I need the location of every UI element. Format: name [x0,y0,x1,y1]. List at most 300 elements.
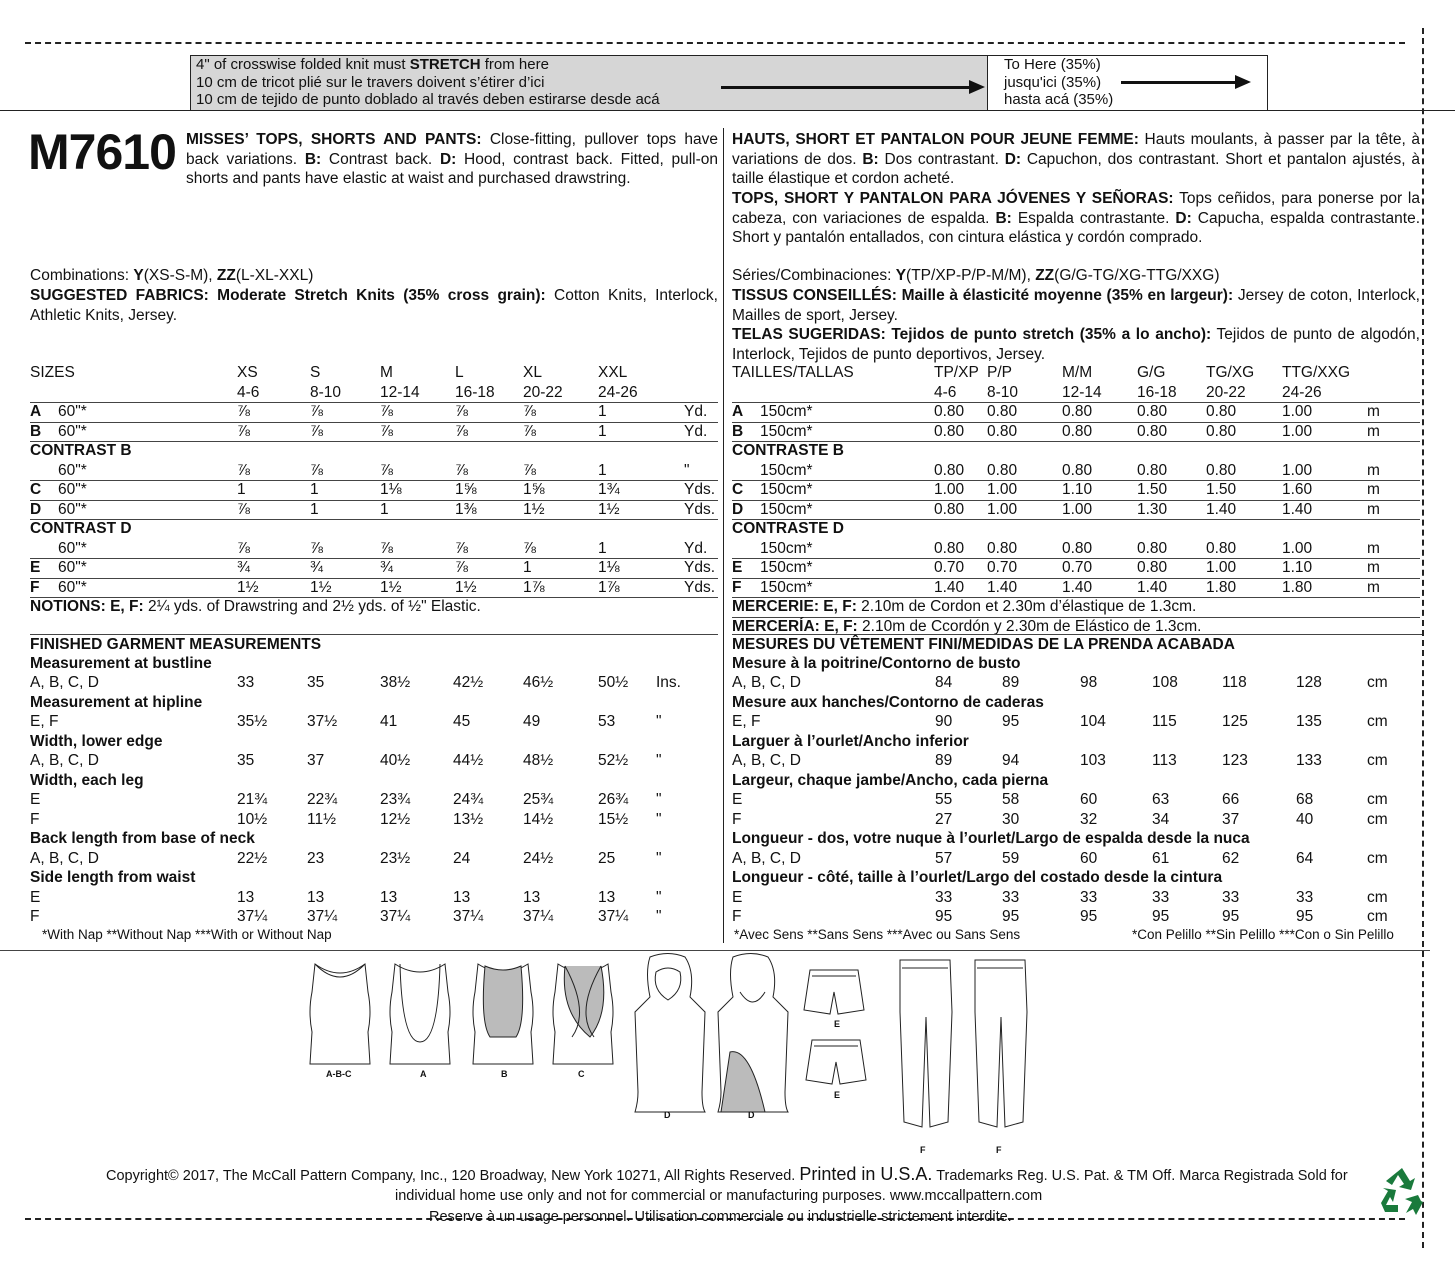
yardage-cell: 1.40 [1206,500,1237,518]
table_fr-row [732,422,1420,443]
notions-label: MERCERIE: E, F: [732,598,857,615]
size-column: M/M [1062,364,1093,381]
measurement-heading: Longueur - côté, taille à l’ourlet/Largo del costado desde la cintura [732,869,1223,886]
yardage-cell: 1⅞ [523,578,545,596]
yardage-cell: 1.00 [1062,500,1093,518]
measure_fr-row [732,888,1422,908]
unit: Yd. [684,539,708,557]
view-letter: C [30,481,42,498]
row-heading: CONTRASTE D [732,520,844,537]
yardage-cell: 1¾ [598,481,620,498]
size-column: 20-22 [523,383,563,401]
table_en-row [30,441,718,461]
hoodie-front-illustration [635,954,705,1113]
measurement-cell: 24½ [523,849,554,867]
caption-f-front: F [920,1145,926,1155]
nap-legend-es: *Con Pelillo **Sin Pelillo ***Con o Sin Pelillo [1132,926,1394,942]
table_fr-row [732,461,1420,482]
size-column: 4-6 [237,383,260,401]
size-column: M [380,364,393,381]
fabric-width: 150cm* [760,461,813,479]
yardage-cell: ⅞ [380,403,393,420]
notions-en [30,597,481,617]
measurement-cell: 58 [1002,791,1020,808]
yardage-cell: 1 [523,559,532,576]
table_en-row [30,578,718,599]
measurement-cell: 128 [1296,674,1322,691]
size-column: P/P [987,364,1012,381]
measurement-cell: 98 [1080,674,1098,691]
caption-b: B [501,1069,508,1079]
measurement-cell: 33 [1152,888,1170,906]
caption-e-front: E [834,1019,841,1029]
unit: cm [1367,752,1388,769]
yardage-cell: ⅞ [237,403,250,420]
yardage-cell: 1⅛ [380,481,402,498]
measurement-cell: 53 [598,713,616,730]
view-letter: C [732,481,744,498]
unit: m [1367,481,1380,498]
measurement-cell: 13 [523,888,541,906]
measure_en-row [30,712,718,732]
yardage-cell: ¾ [237,559,250,576]
yardage-cell: 0.70 [1062,559,1093,576]
row-heading: CONTRAST D [30,520,132,537]
measure_en-row [30,790,718,810]
description-en: MISSES’ TOPS, SHORTS AND PANTS: Close-fitting, pullover tops have back variations. B: Contrast back. D: Hood, contrast back. Fitted, pull-on shorts and pants have elastic at waist and purchased drawstring. [186,131,718,187]
yardage-cell: 1.40 [1282,500,1313,518]
size-column: TG/XG [1206,364,1255,381]
measurement-cell: 37¼ [598,908,629,925]
yardage-cell: 0.80 [934,422,965,440]
yardage-cell: 1.00 [1282,461,1313,479]
measurement-cell: 60 [1080,791,1098,808]
view-label: E, F [30,713,59,730]
measure_en-row [30,751,718,771]
yardage-cell: 0.80 [1062,461,1093,479]
notions-fr [732,597,1420,618]
view-letter: E [30,559,41,576]
yardage-cell: 1.40 [934,578,965,596]
table_en-row [30,500,718,521]
measurement-cell: 95 [1002,908,1020,925]
fabric-width: 150cm* [760,500,813,518]
yardage-cell: 0.80 [934,461,965,479]
view-label: F [732,810,742,828]
yardage-cell: 0.70 [934,559,965,576]
yardage-cell: 1 [598,539,607,557]
size-column: TP/XP [934,364,979,381]
notions-text: 2.10m de Ccordón y 2.30m de Elástico de 1.3cm. [857,617,1202,635]
stretch-line-es: 10 cm de tejido de punto doblado al través deben estirarse desde acá [196,91,660,108]
table_en-row [30,558,718,579]
view-label: E [30,791,41,808]
measurement-heading: Back length from base of neck [30,830,255,847]
measurement-cell: 35½ [237,713,268,730]
fabric-width: 60"* [58,481,87,498]
yardage-cell: 0.80 [1137,461,1168,479]
table_en-row [30,422,718,443]
view-letter: F [30,578,40,596]
unit: cm [1367,810,1388,828]
measurement-cell: 48½ [523,752,554,769]
shorts-front-illustration [804,970,864,1014]
view-label: E [30,888,41,906]
unit: " [684,461,690,479]
table_en-row [30,480,718,501]
measurement-cell: 41 [380,713,398,730]
measurement-cell: 49 [523,713,541,730]
table_fr-row [732,519,1420,539]
yardage-cell: 1⅝ [455,481,477,498]
measurement-cell: 113 [1152,752,1177,769]
measurement-cell: 52½ [598,752,629,769]
garment-illustrations [290,952,1050,1157]
measure_fr-row [732,771,1422,791]
yardage-cell: 1 [598,461,607,479]
measure_fr-row [732,693,1422,713]
fabric-width: 150cm* [760,422,813,440]
unit: Yds. [684,500,716,518]
unit: " [656,849,662,867]
size-column: 8-10 [987,383,1019,401]
yardage-cell: 1½ [598,500,620,518]
yardage-cell: 1.10 [1282,559,1313,576]
measurement-cell: 24¾ [453,791,484,808]
tank-front-illustration [310,964,370,1064]
view-label: A, B, C, D [30,849,99,867]
yardage-cell: 1½ [310,578,332,596]
measurement-cell: 89 [1002,674,1020,691]
usage-line-fr: Reserve à un usage personnel. Utilisation commerciale ou industrielle strictement interdite. [429,1209,1012,1225]
measurement-cell: 37½ [307,713,338,730]
measurement-cell: 14½ [523,810,554,828]
unit: " [656,908,662,925]
yardage-cell: ⅞ [455,403,468,420]
measure_en-row [30,654,718,674]
notions-label: NOTIONS: E, F: [30,598,144,615]
yardage-cell: 0.80 [1062,539,1093,557]
yardage-cell: 0.80 [934,539,965,557]
unit: cm [1367,908,1388,925]
yardage-cell: 1½ [380,578,402,596]
fabrics-es: TELAS SUGERIDAS: Tejidos de punto stretch (35% a lo ancho): Tejidos de punto de algodón, Interlock, Tejidos de punto deportivos, Jersey. [732,326,1420,363]
measurement-cell: 90 [935,713,953,730]
fabric-width: 60"* [58,559,87,576]
measurement-cell: 89 [935,752,953,769]
unit: Yds. [684,559,716,576]
yardage-cell: 0.80 [1137,539,1168,557]
notions-text: 2.10m de Cordon et 2.30m d’élastique de 1.3cm. [856,598,1197,615]
yardage-cell: 1.40 [987,578,1018,596]
rule-above-illustrations [0,950,1430,951]
yardage-cell: 1 [598,403,607,420]
measurement-heading: Largeur, chaque jambe/Ancho, cada pierna [732,771,1049,789]
fabric-width: 60"* [58,539,87,557]
stretch-gauge [190,55,1268,111]
measure_fr-row [732,868,1422,888]
measurement-cell: 33 [1002,888,1020,906]
yardage-cell: ⅞ [310,403,323,420]
pants-back-illustration [975,960,1027,1127]
pants-front-illustration [900,960,952,1127]
measurement-cell: 21¾ [237,791,268,808]
measurement-cell: 23 [307,849,325,867]
measurement-cell: 22¾ [307,791,338,808]
measurement-cell: 25 [598,849,616,867]
caption-c: C [578,1069,585,1079]
measurement-cell: 118 [1222,674,1247,691]
stretch-arrow-right [1121,81,1237,84]
measure_en-row [30,849,718,869]
measurement-cell: 27 [935,810,953,828]
yardage-cell: 1.60 [1282,481,1313,498]
yardage-cell: ⅞ [237,461,250,479]
unit: cm [1367,791,1388,808]
yardage-cell: 1.00 [1206,559,1237,576]
tank-back-a-illustration [390,964,450,1064]
size-column: G/G [1137,364,1166,381]
view-letter: A [732,403,744,420]
size-column: 4-6 [934,383,957,401]
measurement-cell: 32 [1080,810,1098,828]
yardage-cell: 1.00 [987,500,1018,518]
yardage-cell: 1.80 [1206,578,1237,596]
measurement-cell: 108 [1152,674,1178,691]
yardage-cell: 0.70 [987,559,1018,576]
nap-legend-en: *With Nap **Without Nap ***With or Without Nap [42,926,332,942]
fabric-width: 150cm* [760,403,813,420]
fabric-width: 60"* [58,422,87,440]
unit: " [656,713,662,730]
measure_fr-row [732,751,1422,771]
unit: Yd. [684,403,708,420]
to-here-fr: jusqu'ici (35%) [1004,73,1102,91]
yardage-cell: ⅞ [455,422,468,440]
measure_en-title: FINISHED GARMENT MEASUREMENTS [30,634,718,655]
view-letter: F [732,578,742,596]
unit: " [656,752,662,769]
measurement-cell: 37¼ [307,908,338,925]
view-label: A, B, C, D [732,849,801,867]
measurement-heading: Mesure à la poitrine/Contorno de busto [732,654,1021,672]
yardage-cell: 1 [237,481,246,498]
stretch-arrow-left [721,86,971,89]
unit: cm [1367,849,1388,867]
unit: m [1367,559,1380,576]
size-column: 24-26 [1282,383,1322,401]
measure_fr-row [732,829,1422,849]
size-column: L [455,364,464,381]
yardage-cell: ⅞ [523,403,536,420]
measurement-cell: 37¼ [453,908,484,925]
yardage-cell: ⅞ [310,422,323,440]
measurement-cell: 104 [1080,713,1106,730]
usage-line-en: individual home use only and not for commercial or manufacturing purposes. www.mccallpattern.com [395,1188,1043,1204]
measurement-cell: 63 [1152,791,1170,808]
size-column: 12-14 [380,383,420,401]
measurement-cell: 33 [237,674,255,691]
measure_fr-row [732,790,1422,810]
unit: m [1367,539,1380,557]
measurement-cell: 95 [1002,713,1020,730]
caption-f-back: F [996,1145,1002,1155]
measurement-cell: 133 [1296,752,1322,769]
unit: Yd. [684,422,708,440]
measurement-cell: 46½ [523,674,554,691]
measurement-cell: 37 [307,752,325,769]
measurement-cell: 95 [935,908,953,925]
measurement-cell: 42½ [453,674,484,691]
measurement-cell: 44½ [453,752,484,769]
rule-under-gauge [0,110,1455,111]
table_en-header2 [30,383,718,404]
yardage-cell: ⅞ [380,422,393,440]
measurement-cell: 13 [453,888,471,906]
measurement-cell: 115 [1152,713,1177,730]
measurement-cell: 55 [935,791,953,808]
view-label: A, B, C, D [732,752,801,769]
caption-abc: A-B-C [326,1069,352,1079]
yardage-cell: ⅞ [237,539,250,557]
size-column: S [310,364,321,381]
measurement-cell: 13 [380,888,398,906]
table_en-row [30,519,718,539]
view-label: F [732,908,742,925]
yardage-cell: ⅞ [310,539,323,557]
unit: Yds. [684,481,716,498]
yardage-cell: 1.40 [1137,578,1168,596]
measure_fr-row [732,673,1422,693]
measurement-cell: 34 [1152,810,1170,828]
copyright-line: Copyright© 2017, The McCall Pattern Company, Inc., 120 Broadway, New York 10271, All Rights Reserved. Printed in U.S.A. Trademarks Reg. U.S. Pat. & TM Off. Marca Registrada Sold for [106,1164,1348,1184]
measurement-heading: Side length from waist [30,869,196,886]
measurement-cell: 68 [1296,791,1314,808]
measurement-cell: 125 [1222,713,1248,730]
yardage-cell: 0.80 [987,539,1018,557]
yardage-cell: 0.80 [934,500,965,518]
measurement-cell: 40½ [380,752,411,769]
size-column: XL [523,364,542,381]
table_en-header1 [30,363,718,383]
yardage-cell: 1.00 [987,481,1018,498]
yardage-cell: ⅞ [523,539,536,557]
measurement-cell: 45 [453,713,471,730]
measurement-cell: 10½ [237,810,268,828]
table_fr-row [732,558,1420,579]
measurement-cell: 13 [598,888,616,906]
table_fr-row [732,441,1420,461]
yardage-cell: ⅞ [455,539,468,557]
row-heading: CONTRAST B [30,442,132,459]
measurement-cell: 33 [1296,888,1314,906]
fabrics-fr: TISSUS CONSEILLÉS: Maille à élasticité moyenne (35% en largeur): Jersey de coton, Interlock, Mailles de sport, Jersey. [732,287,1420,324]
view-label: F [30,908,40,925]
measurement-cell: 60 [1080,849,1098,867]
measurement-cell: 26¾ [598,791,629,808]
yardage-cell: ⅞ [237,422,250,440]
unit: m [1367,578,1380,596]
yardage-cell: 1 [598,422,607,440]
measure_fr-title: MESURES DU VÊTEMENT FINI/MEDIDAS DE LA PRENDA ACABADA [732,634,1422,655]
yardage-cell: 1½ [523,500,545,518]
yardage-cell: 1 [310,481,319,498]
fabric-width: 60"* [58,578,87,596]
measurement-heading: Mesure aux hanches/Contorno de caderas [732,693,1044,711]
measurement-cell: 33 [1222,888,1240,906]
tank-back-c-illustration [553,964,613,1064]
yardage-cell: 0.80 [934,403,965,420]
unit: m [1367,500,1380,518]
fabric-width: 60"* [58,500,87,518]
view-letter: B [732,422,744,440]
yardage-cell: 0.80 [1062,403,1093,420]
yardage-cell: 1⅝ [523,481,545,498]
yardage-cell: ⅞ [523,422,536,440]
measurement-cell: 38½ [380,674,411,691]
measurement-cell: 37¼ [380,908,411,925]
measurement-cell: 95 [1152,908,1170,925]
shorts-back-illustration [806,1040,866,1084]
unit: " [656,791,662,808]
fabric-width: 150cm* [760,559,813,576]
to-here-es: hasta acá (35%) [1004,91,1114,108]
measure_fr-row [732,712,1422,732]
yardage-cell: 1⅜ [455,500,477,518]
measurement-cell: 33 [935,888,953,906]
measure_en-row [30,771,718,791]
measurement-cell: 35 [307,674,325,691]
view-label: E, F [732,713,761,730]
tank-back-b-illustration [473,964,533,1064]
size-column: 24-26 [598,383,638,401]
to-here-en: To Here (35%) [1004,56,1101,73]
measurement-heading: Measurement at hipline [30,693,203,711]
yardage-cell: 1.00 [1282,403,1313,420]
combinations-en: Combinations: Y(XS-S-M), ZZ(L-XL-XXL) [30,267,314,284]
measurement-heading: Larguer à l’ourlet/Ancho inferior [732,732,969,750]
yardage-cell: ⅞ [380,461,393,479]
yardage-cell: 1.10 [1062,481,1093,498]
measure_en-row [30,732,718,752]
view-letter: B [30,422,42,440]
stretch-line-en: 4" of crosswise folded knit must STRETCH from here [196,56,549,73]
table_fr-row [732,402,1420,423]
caption-d-back: D [748,1110,755,1120]
view-label: E [732,791,743,808]
yardage-cell: 0.80 [1137,403,1168,420]
size-column: XXL [598,364,628,381]
measurement-heading: Width, each leg [30,771,144,789]
measure_fr-row [732,810,1422,830]
table_en-row [30,402,718,423]
yardage-cell: 1.40 [1062,578,1093,596]
measurement-heading: Measurement at bustline [30,654,212,672]
unit: cm [1367,713,1388,730]
view-letter: D [732,500,744,518]
measurement-cell: 64 [1296,849,1314,867]
pattern-number: M7610 [28,124,176,180]
yardage-cell: ⅞ [380,539,393,557]
yardage-cell: 1½ [455,578,477,596]
measurement-cell: 94 [1002,752,1020,769]
measurement-cell: 12½ [380,810,411,828]
yardage-cell: 1.30 [1137,500,1168,518]
size-column: 16-18 [1137,383,1177,401]
view-label: A, B, C, D [30,674,99,691]
unit: m [1367,403,1380,420]
measurement-cell: 13 [237,888,255,906]
